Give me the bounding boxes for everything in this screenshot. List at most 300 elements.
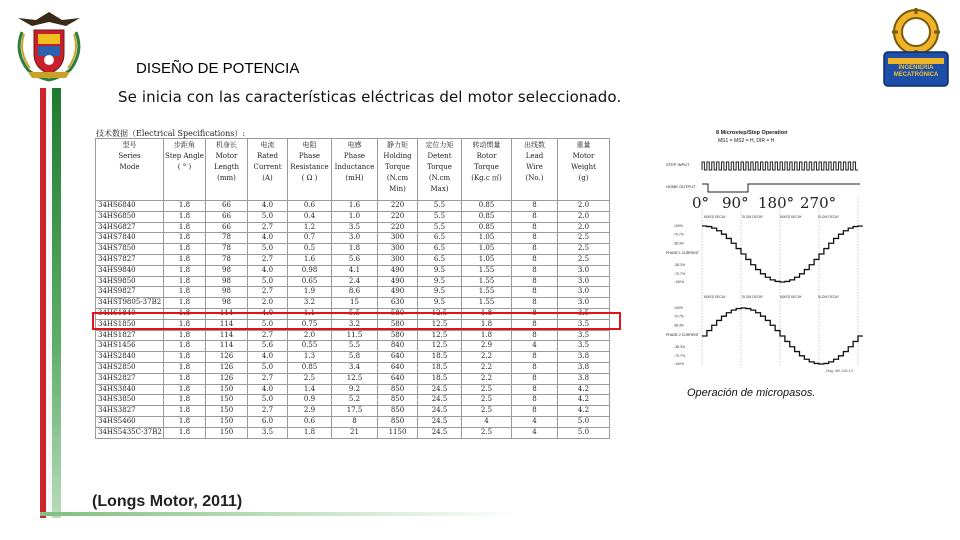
microstep-diagram <box>666 126 866 376</box>
spec-cell: 1.8 <box>164 233 206 244</box>
spec-header-line: Holding <box>383 152 412 160</box>
decay-label-6: SLOW DECAY <box>742 295 764 299</box>
spec-cell: 5.5 <box>418 211 462 222</box>
spec-cell: 8 <box>512 319 558 330</box>
spec-cell: 1.8 <box>164 373 206 384</box>
spec-cell: 0.98 <box>288 265 332 276</box>
spec-cell: 8 <box>512 384 558 395</box>
spec-cell: 1.1 <box>288 308 332 319</box>
angle-90: 90° <box>722 194 749 212</box>
spec-header-line: Series <box>118 152 141 160</box>
spec-cell: 1.8 <box>462 308 512 319</box>
spec-header-line: (mm) <box>217 174 236 182</box>
spec-cell: 66 <box>206 211 248 222</box>
spec-cell: 0.55 <box>288 341 332 352</box>
table-row <box>96 330 610 341</box>
spec-header-line: Mode <box>119 163 140 171</box>
table-row <box>96 222 610 233</box>
model-cell: 34HS1840 <box>96 308 164 319</box>
spec-cell: 150 <box>206 395 248 406</box>
spec-cell: 3.2 <box>288 298 332 309</box>
spec-header-cell <box>512 139 558 201</box>
spec-cell: 8 <box>512 330 558 341</box>
spec-cell: 3.5 <box>332 222 378 233</box>
spec-cell: 1.8 <box>164 319 206 330</box>
spec-header-line: 型号 <box>122 141 137 149</box>
spec-cell: 5.2 <box>332 395 378 406</box>
model-cell: 34HS3840 <box>96 384 164 395</box>
spec-cell: 1.0 <box>332 211 378 222</box>
spec-cell: 2.0 <box>558 201 610 212</box>
spec-cell: 5.6 <box>248 341 288 352</box>
slide-title: DISEÑO DE POTENCIA <box>136 60 300 77</box>
spec-cell: 4.0 <box>248 265 288 276</box>
spec-cell: 12.5 <box>418 330 462 341</box>
spec-header-line: Motor <box>215 152 238 160</box>
spec-header-cell <box>96 139 164 201</box>
spec-cell: 6.5 <box>418 254 462 265</box>
table-row <box>96 287 610 298</box>
spec-cell: 850 <box>378 416 418 427</box>
spec-cell: 15 <box>332 298 378 309</box>
spec-cell: 1.6 <box>332 201 378 212</box>
spec-cell: 4 <box>462 416 512 427</box>
spec-cell: 1.8 <box>164 406 206 417</box>
model-cell: 34HS1827 <box>96 330 164 341</box>
spec-header-line: (A) <box>262 174 273 182</box>
spec-cell: 8.6 <box>332 287 378 298</box>
spec-cell: 1.8 <box>164 416 206 427</box>
spec-cell: 5.0 <box>248 362 288 373</box>
spec-cell: 2.7 <box>248 330 288 341</box>
spec-cell: 2.7 <box>248 406 288 417</box>
phase2-label: PHASE 2 CURRENT <box>666 333 699 337</box>
phase1-level-label: 70.7% <box>674 232 684 237</box>
phase1-level-label: 38.3% <box>674 241 684 246</box>
spec-cell: 3.8 <box>558 373 610 384</box>
spec-header-cell <box>558 139 610 201</box>
spec-cell: 840 <box>378 341 418 352</box>
spec-cell: 2.0 <box>558 222 610 233</box>
spec-cell: 1.55 <box>462 265 512 276</box>
spec-cell: 1.8 <box>288 427 332 438</box>
spec-cell: 4 <box>512 427 558 438</box>
spec-cell: 1.8 <box>164 330 206 341</box>
spec-cell: 8 <box>512 265 558 276</box>
spec-cell: 5.5 <box>418 222 462 233</box>
mecatronica-badge-icon <box>880 4 952 88</box>
spec-header-line: 电阻 <box>302 141 317 149</box>
spec-cell: 4.0 <box>248 201 288 212</box>
spec-cell: 126 <box>206 373 248 384</box>
spec-header-line: Weight <box>571 163 596 171</box>
spec-cell: 220 <box>378 222 418 233</box>
spec-cell: 114 <box>206 308 248 319</box>
spec-cell: 490 <box>378 287 418 298</box>
spec-cell: 3.5 <box>558 308 610 319</box>
spec-cell: 490 <box>378 276 418 287</box>
model-cell: 34HS7840 <box>96 233 164 244</box>
spec-cell: 1.8 <box>462 330 512 341</box>
spec-cell: 17.5 <box>332 406 378 417</box>
spec-header-cell <box>418 139 462 201</box>
spec-header-cell <box>288 139 332 201</box>
phase2-level-label: -70.7% <box>674 354 686 358</box>
badge-text: INGENIERÍA MECATRÓNICA <box>893 65 939 78</box>
spec-header-line: ( ° ) <box>177 163 192 171</box>
spec-cell: 2.0 <box>248 298 288 309</box>
table-row <box>96 341 610 352</box>
spec-cell: 8 <box>512 244 558 255</box>
spec-cell: 2.5 <box>462 384 512 395</box>
decay-label-2: SLOW DECAY <box>742 215 764 219</box>
spec-cell: 1.8 <box>164 362 206 373</box>
spec-cell: 0.5 <box>288 244 332 255</box>
spec-cell: 150 <box>206 384 248 395</box>
spec-cell: 0.75 <box>288 319 332 330</box>
table-row <box>96 276 610 287</box>
spec-cell: 8 <box>512 254 558 265</box>
spec-cell: 0.9 <box>288 395 332 406</box>
table-row <box>96 427 610 438</box>
highlight-box <box>92 312 621 330</box>
spec-cell: 9.5 <box>418 298 462 309</box>
spec-header-line: Lead <box>525 152 544 160</box>
spec-cell: 24.5 <box>418 395 462 406</box>
spec-cell: 0.7 <box>288 233 332 244</box>
spec-cell: 150 <box>206 427 248 438</box>
spec-cell: 300 <box>378 244 418 255</box>
spec-cell: 12.5 <box>418 308 462 319</box>
spec-cell: 1.4 <box>288 384 332 395</box>
spec-cell: 78 <box>206 244 248 255</box>
spec-cell: 1.8 <box>332 244 378 255</box>
table-row <box>96 416 610 427</box>
spec-cell: 0.4 <box>288 211 332 222</box>
spec-cell: 2.0 <box>288 330 332 341</box>
model-cell: 34HS3850 <box>96 395 164 406</box>
spec-header-line: Max) <box>430 185 449 193</box>
decay-label-8: SLOW DECAY <box>818 295 840 299</box>
spec-cell: 8 <box>512 233 558 244</box>
spec-header-cell <box>248 139 288 201</box>
spec-cell: 18.5 <box>418 352 462 363</box>
spec-header-line: Phase <box>343 152 366 160</box>
spec-cell: 66 <box>206 222 248 233</box>
spec-cell: 640 <box>378 352 418 363</box>
decay-label-4: SLOW DECAY <box>818 215 840 219</box>
spec-cell: 114 <box>206 341 248 352</box>
spec-header-line: Step Angle <box>165 152 204 160</box>
spec-header-line: Length <box>213 163 240 171</box>
spec-header-line: (Kg.c ㎡) <box>471 174 502 182</box>
spec-cell: 580 <box>378 308 418 319</box>
spec-header-line: Inductance <box>334 163 375 171</box>
spec-header-line: 重量 <box>576 141 591 149</box>
spec-cell: 1.8 <box>164 276 206 287</box>
spec-cell: 1.8 <box>164 211 206 222</box>
spec-header-line: Wire <box>526 163 543 171</box>
model-cell: 34HS5435C-37B2 <box>96 427 164 438</box>
spec-cell: 2.5 <box>558 254 610 265</box>
spec-header-cell <box>462 139 512 201</box>
spec-cell: 1.6 <box>288 254 332 265</box>
spec-header-line: (N.cm <box>428 174 451 182</box>
step-input-trace <box>702 162 858 170</box>
spec-cell: 0.85 <box>288 362 332 373</box>
spec-cell: 1.55 <box>462 298 512 309</box>
spec-cell: 4.2 <box>558 406 610 417</box>
diagram-caption: Operación de micropasos. <box>687 387 816 399</box>
table-row <box>96 233 610 244</box>
spec-cell: 8 <box>512 298 558 309</box>
spec-header-cell <box>206 139 248 201</box>
spec-cell: 4 <box>512 341 558 352</box>
spec-cell: 5.8 <box>332 352 378 363</box>
spec-header-line: Torque <box>474 163 499 171</box>
model-cell: 34HS2840 <box>96 352 164 363</box>
spec-header-line: 转动惯量 <box>472 141 501 149</box>
spec-header-line: Rated <box>256 152 279 160</box>
spec-header-line: 机身长 <box>216 141 237 149</box>
table-row <box>96 384 610 395</box>
model-cell: 34HS2850 <box>96 362 164 373</box>
spec-cell: 0.6 <box>288 416 332 427</box>
spec-cell: 4.2 <box>558 395 610 406</box>
spec-cell: 8 <box>512 287 558 298</box>
spec-header-line: 出线数 <box>524 141 545 149</box>
spec-header-cell <box>164 139 206 201</box>
spec-cell: 220 <box>378 211 418 222</box>
spec-cell: 1.8 <box>462 319 512 330</box>
spec-cell: 9.5 <box>418 287 462 298</box>
spec-cell: 4 <box>512 416 558 427</box>
spec-header-line: 电感 <box>347 141 362 149</box>
spec-cell: 3.5 <box>558 319 610 330</box>
spec-cell: 98 <box>206 287 248 298</box>
spec-cell: 5.6 <box>332 254 378 265</box>
spec-cell: 8 <box>512 211 558 222</box>
spec-cell: 2.2 <box>462 352 512 363</box>
angle-0: 0° <box>692 194 710 212</box>
spec-cell: 5.0 <box>248 276 288 287</box>
spec-cell: 1.9 <box>288 287 332 298</box>
spec-header-line: Motor <box>572 152 595 160</box>
model-cell: 34HS2827 <box>96 373 164 384</box>
spec-cell: 1.8 <box>164 222 206 233</box>
spec-cell: 3.5 <box>558 341 610 352</box>
spec-cell: 850 <box>378 395 418 406</box>
spec-cell: 2.2 <box>462 373 512 384</box>
spec-cell: 98 <box>206 276 248 287</box>
spec-cell: 2.4 <box>332 276 378 287</box>
phase2-level-label: -100% <box>674 362 685 367</box>
spec-cell: 9.5 <box>418 276 462 287</box>
model-cell: 34HS6827 <box>96 222 164 233</box>
decay-label-7: MIXED DECAY <box>780 295 802 299</box>
spec-cell: 3.8 <box>558 362 610 373</box>
spec-cell: 4.2 <box>558 384 610 395</box>
table-row <box>96 244 610 255</box>
bottom-decoration <box>40 512 520 516</box>
step-input-label: STEP INPUT <box>666 162 690 167</box>
spec-cell: 1.8 <box>164 244 206 255</box>
table-row <box>96 201 610 212</box>
spec-cell: 12.5 <box>418 341 462 352</box>
spec-cell: 5.0 <box>248 244 288 255</box>
spec-cell: 18.5 <box>418 373 462 384</box>
spec-header-line: (N.cm Min) <box>386 174 409 193</box>
spec-table-image <box>92 126 618 486</box>
spec-cell: 850 <box>378 384 418 395</box>
spec-cell: 126 <box>206 362 248 373</box>
spec-cell: 640 <box>378 362 418 373</box>
phase2-level-label: 100% <box>674 306 683 311</box>
spec-cell: 114 <box>206 330 248 341</box>
spec-cell: 3.0 <box>332 233 378 244</box>
table-row <box>96 298 610 309</box>
model-cell: 34HS9840 <box>96 265 164 276</box>
spec-cell: 2.7 <box>248 373 288 384</box>
spec-header-line: 定位力矩 <box>425 141 454 149</box>
model-cell: 34HS6840 <box>96 201 164 212</box>
spec-cell: 8 <box>512 308 558 319</box>
spec-header-line: Detent <box>427 152 452 160</box>
spec-cell: 1.05 <box>462 244 512 255</box>
spec-cell: 2.7 <box>248 287 288 298</box>
model-cell: 34HS1456 <box>96 341 164 352</box>
spec-cell: 2.7 <box>248 222 288 233</box>
decay-label-5: MIXED DECAY <box>704 295 726 299</box>
spec-cell: 1.8 <box>164 201 206 212</box>
spec-cell: 98 <box>206 298 248 309</box>
spec-cell: 3.0 <box>558 287 610 298</box>
phase1-level-label: 100% <box>674 224 683 229</box>
spec-cell: 21 <box>332 427 378 438</box>
spec-cell: 6.5 <box>418 244 462 255</box>
spec-cell: 0.85 <box>462 222 512 233</box>
model-cell: 34HS7827 <box>96 254 164 265</box>
spec-cell: 3.8 <box>558 352 610 363</box>
spec-cell: 580 <box>378 319 418 330</box>
spec-cell: 5.5 <box>332 308 378 319</box>
spec-cell: 1.8 <box>164 254 206 265</box>
spec-header-line: Current <box>253 163 282 171</box>
spec-cell: 24.5 <box>418 427 462 438</box>
spec-cell: 8 <box>512 373 558 384</box>
table-row <box>96 373 610 384</box>
spec-cell: 1.8 <box>164 298 206 309</box>
spec-cell: 0.85 <box>462 211 512 222</box>
spec-cell: 220 <box>378 201 418 212</box>
spec-cell: 5.0 <box>248 319 288 330</box>
spec-cell: 2.2 <box>462 362 512 373</box>
spec-cell: 6.0 <box>248 416 288 427</box>
spec-cell: 5.5 <box>418 201 462 212</box>
spec-cell: 3.5 <box>558 330 610 341</box>
spec-cell: 1.8 <box>164 384 206 395</box>
diagram-subtitle: MS1 = MS2 = H, DIR = H <box>718 138 775 144</box>
spec-cell: 2.5 <box>288 373 332 384</box>
spec-cell: 6.5 <box>418 233 462 244</box>
spec-cell: 8 <box>332 416 378 427</box>
spec-cell: 8 <box>512 276 558 287</box>
spec-cell: 8 <box>512 352 558 363</box>
model-cell: 34HST9805-37B2 <box>96 298 164 309</box>
spec-cell: 3.2 <box>332 319 378 330</box>
spec-cell: 2.5 <box>462 395 512 406</box>
spec-header-line: Torque <box>427 163 452 171</box>
spec-cell: 2.7 <box>248 254 288 265</box>
spec-cell: 630 <box>378 298 418 309</box>
spec-cell: 0.65 <box>288 276 332 287</box>
slide-subtitle: Se inicia con las características eléctricas del motor seleccionado. <box>118 88 622 106</box>
spec-cell: 490 <box>378 265 418 276</box>
spec-cell: 4.0 <box>248 352 288 363</box>
phase1-level-label: -100% <box>674 280 685 285</box>
spec-cell: 1.8 <box>164 308 206 319</box>
table-row <box>96 395 610 406</box>
spec-cell: 300 <box>378 233 418 244</box>
spec-header-cell <box>332 139 378 201</box>
table-row <box>96 211 610 222</box>
spec-cell: 150 <box>206 406 248 417</box>
model-cell: 34HS9827 <box>96 287 164 298</box>
phase1-label: PHASE 1 CURRENT <box>666 251 699 255</box>
spec-header-row <box>96 139 610 201</box>
green-stripe <box>52 88 61 518</box>
spec-cell: 850 <box>378 406 418 417</box>
spec-cell: 150 <box>206 416 248 427</box>
spec-header-line: Torque <box>385 163 410 171</box>
table-row <box>96 352 610 363</box>
spec-cell: 1.8 <box>164 341 206 352</box>
spec-cell: 2.9 <box>288 406 332 417</box>
spec-cell: 98 <box>206 265 248 276</box>
spec-header-line: (No.) <box>525 174 544 182</box>
spec-cell: 126 <box>206 352 248 363</box>
table-row <box>96 265 610 276</box>
spec-cell: 5.5 <box>332 341 378 352</box>
spec-cell: 2.5 <box>558 233 610 244</box>
table-row <box>96 362 610 373</box>
decay-label-1: MIXED DECAY <box>704 215 726 219</box>
citation: (Longs Motor, 2011) <box>92 493 243 510</box>
spec-table <box>95 138 610 439</box>
phase2-level-label: 70.7% <box>674 314 684 319</box>
university-crest-icon <box>8 8 90 82</box>
spec-cell: 0.85 <box>462 201 512 212</box>
spec-cell: 1.55 <box>462 276 512 287</box>
spec-cell: 5.0 <box>248 395 288 406</box>
spec-cell: 2.9 <box>462 341 512 352</box>
spec-cell: 0.6 <box>288 201 332 212</box>
spec-cell: 8 <box>512 406 558 417</box>
spec-header-line: 步距角 <box>174 141 195 149</box>
spec-cell: 12.5 <box>332 373 378 384</box>
spec-cell: 9.2 <box>332 384 378 395</box>
model-cell: 34HS6850 <box>96 211 164 222</box>
spec-cell: 66 <box>206 201 248 212</box>
spec-cell: 4.1 <box>332 265 378 276</box>
spec-cell: 9.5 <box>418 265 462 276</box>
phase1-level-label: -70.7% <box>674 272 686 276</box>
spec-cell: 8 <box>512 362 558 373</box>
spec-cell: 3.0 <box>558 276 610 287</box>
phase1-level-label: -38.3% <box>674 262 686 267</box>
model-cell: 34HS3827 <box>96 406 164 417</box>
phase2-current-trace <box>702 308 863 364</box>
